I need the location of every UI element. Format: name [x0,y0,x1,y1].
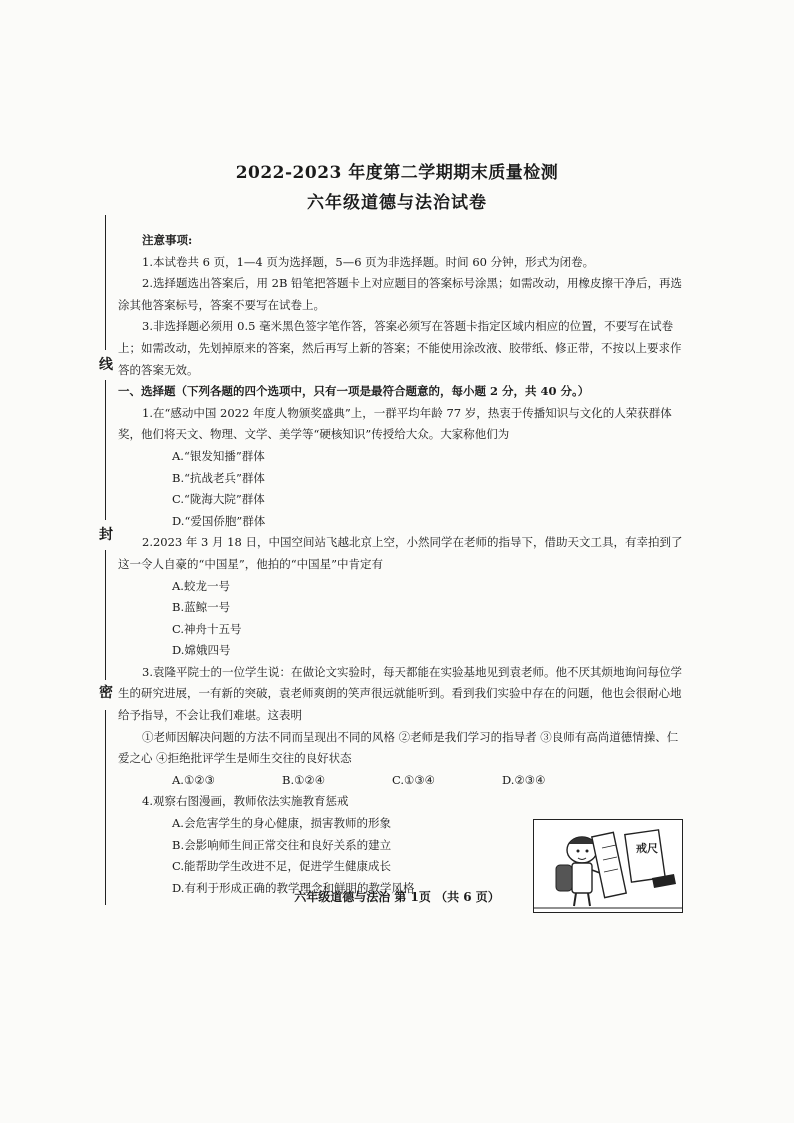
q2-option-c: C.神舟十五号 [172,621,242,636]
q4-option-d: D.有利于形成正确的教学理念和鲜明的教学风格 [172,880,415,895]
notice-heading: 注意事项: [142,233,193,247]
q4-block [118,791,683,899]
q2-option-b: B.蓝鲸一号 [172,600,231,615]
q3-statements: ①老师因解决问题的方法不同而呈现出不同的风格 ②老师是我们学习的指导者 ③良师有高尚道德情操、仁爱之心 ④拒绝批评学生是师生交往的良好状态 [118,729,679,766]
exam-subtitle: 六年级道德与法治试卷 [307,193,487,213]
q2-option-a: A.蛟龙一号 [172,578,230,593]
cartoon-text: 戒尺 [636,842,658,856]
q3-option-b: B.①②④ [282,772,326,787]
q2-stem: 2.2023 年 3 月 18 日，中国空间站飞越北京上空，小然同学在老师的指导下，借助天文工具，有幸拍到了这一令人自豪的“中国星”，他拍的“中国星”中肯定有 [118,535,683,571]
notice-item-1: 1.本试卷共 6 页，1—4 页为选择题，5—6 页为非选择题。时间 60 分钟，形式为闭卷。 [142,254,595,269]
q4-stem: 4.观察右图漫画，教师依法实施教育惩戒 [142,794,349,809]
q2-option-d: D.嫦娥四号 [172,643,231,658]
q1-option-d: D.“爱国侨胞”群体 [172,513,266,528]
q1-option-b: B.“抗战老兵”群体 [172,470,265,485]
q4-option-b: B.会影响师生间正常交往和良好关系的建立 [172,837,392,852]
q3-option-a: A.①②③ [172,772,215,787]
q1-option-c: C.“陇海大院”群体 [172,492,265,507]
q4-option-c: C.能帮助学生改进不足，促进学生健康成长 [172,859,392,874]
q1-stem: 1.在“感动中国 2022 年度人物颁奖盛典”上，一群平均年龄 77 岁，热衷于传播知识与文化的人荣获群体奖，他们将天文、物理、文学、美学等“硬核知识”传授给大众。大家称他们为 [118,405,672,442]
q1-option-a: A.“银发知播”群体 [172,448,265,463]
exam-title: 2022-2023 年度第二学期期末质量检测 [235,163,559,183]
binding-mark-xian: 线 [96,355,116,375]
notice-item-3: 3.非选择题必须用 0.5 毫米黑色签字笔作答，答案必须写在答题卡指定区域内相应的位置，不要写在试卷上；如需改动，先划掉原来的答案，然后再写上新的答案；不能使用涂改液、胶带纸、修正带，不按以上要求作答的答案无效。 [118,319,682,377]
section-1-heading: 一、选择题（下列各题的四个选项中，只有一项是最符合题意的，每小题 2 分，共 40 分。） [118,384,590,399]
notice-item-2: 2.选择题选出答案后，用 2B 铅笔把答题卡上对应题目的答案标号涂黑；如需改动，用橡皮擦干净后，再选涂其他答案标号，答案不要写在试卷上。 [118,276,683,312]
binding-line [96,215,116,905]
binding-mark-feng: 封 [96,525,116,545]
exam-content [118,230,683,899]
binding-mark-mi: 密 [96,683,116,703]
q3-option-d: D.②③④ [502,772,546,787]
q3-option-c: C.①③④ [392,772,435,787]
q3-stem: 3.袁隆平院士的一位学生说：在做论文实验时，每天都能在实验基地见到袁老师。他不厌其烦地询问每位学生的研究进展，一有新的突破，袁老师爽朗的笑声很远就能听到。看到我们实验中存在的问题，他也会很耐心地给予指导，不会让我们难堪。这表明 [118,664,682,723]
q4-option-a: A.会危害学生的身心健康，损害教师的形象 [172,816,391,831]
page-footer: 六年级道德与法治 第 1页 （共 6 页） [294,890,500,904]
q3-options [118,770,683,792]
